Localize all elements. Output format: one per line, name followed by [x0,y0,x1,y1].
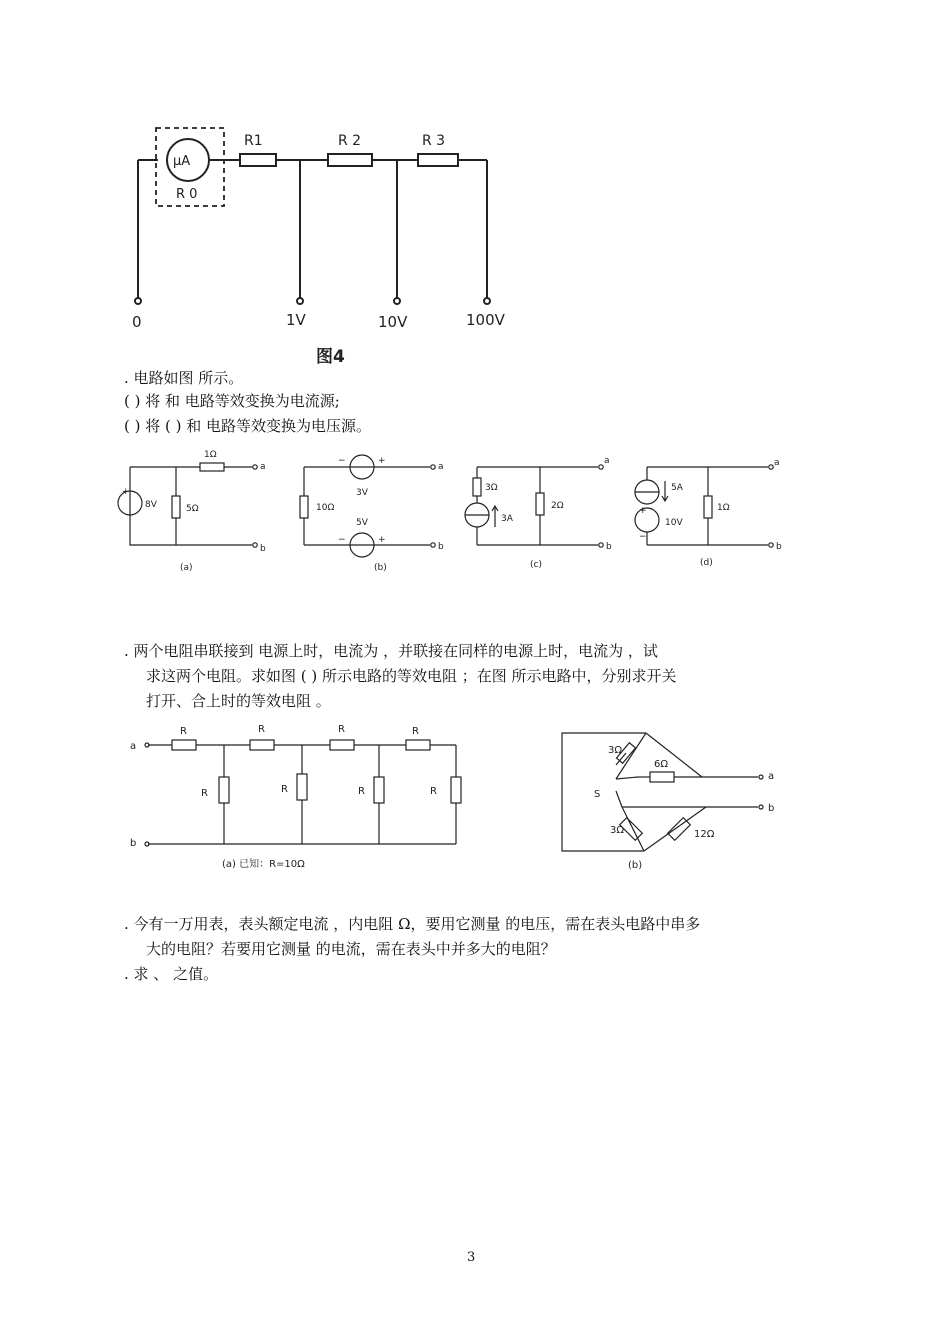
d-caption: (d) [700,558,713,568]
ladder-r-series-1: R [180,726,187,737]
a-r2-label: 5Ω [186,504,199,514]
c-terminal-a: a [604,456,610,466]
c-terminal-b: b [606,542,612,552]
ladder-r-series-3: R [338,724,345,735]
bridge-r1-label: 3Ω [608,745,623,756]
question-2-line-1: . 两个电阻串联接到 电源上时，电流为 ，并联接在同样的电源上时，电流为 ，试 [124,642,658,660]
d-current-label: 5A [671,483,683,493]
ladder-r-shunt-3: R [358,786,365,797]
question-3-line-1: . 今有一万用表，表头额定电流 ，内电阻 Ω，要用它测量 的电压，需在表头电路中串多 [124,915,701,933]
b-terminal-a: a [438,462,444,472]
r3-label: R 3 [422,133,446,149]
bridge-network-figure [556,725,796,875]
question-4: . 求 、 之值。 [124,965,219,983]
b-r-label: 10Ω [316,503,335,513]
figure-4-circuit [120,120,540,370]
b-source1-label: 3V [356,488,368,498]
ladder-terminal-b: b [130,838,137,849]
ladder-r-shunt-4: R [430,786,437,797]
d-terminal-a: a [774,458,780,468]
c-caption: (c) [530,560,542,570]
bridge-terminal-b: b [768,803,775,814]
bridge-r2-label: 6Ω [654,759,669,770]
a-r1-label: 1Ω [204,450,217,460]
b-caption: (b) [374,563,387,573]
ladder-caption: (a) 已知：R=10Ω [222,859,305,870]
ladder-r-series-2: R [258,724,265,735]
c-r2-label: 2Ω [551,501,564,511]
bridge-r4-label: 12Ω [694,829,715,840]
page-number: 3 [467,1250,476,1265]
figure-4-caption: 图4 [316,347,345,367]
svg-text:−: − [639,532,647,542]
svg-text:+: + [122,487,130,497]
a-terminal-a: a [260,462,266,472]
svg-text:+: + [378,535,386,545]
terminal-10v: 10V [378,313,408,331]
bridge-r3-label: 3Ω [610,825,625,836]
question-1-heading: . 电路如图 所示。 [124,369,244,387]
a-source-label: 8V [145,500,157,510]
bridge-terminal-a: a [768,771,775,782]
c-r1-label: 3Ω [485,483,498,493]
b-source2-label: 5V [356,518,368,528]
ladder-r-shunt-1: R [201,788,208,799]
ladder-r-shunt-2: R [281,784,288,795]
svg-text:+: + [639,506,647,516]
d-r-label: 1Ω [717,503,730,513]
a-caption: (a) [180,563,193,573]
terminal-1v: 1V [286,311,306,329]
svg-text:−: − [338,535,346,545]
r2-label: R 2 [338,133,362,149]
question-1-line-2: ( ) 将 ( ) 和 电路等效变换为电压源。 [124,417,372,435]
question-1-line-1: ( ) 将 和 电路等效变换为电流源; [124,392,340,410]
a-terminal-b: b [260,544,266,554]
question-2-line-2: 求这两个电阻。求如图 ( ) 所示电路的等效电阻 ；在图 所示电路中，分别求开关 [146,667,677,685]
d-terminal-b: b [776,542,782,552]
r0-label: R 0 [176,187,198,202]
terminal-100v: 100V [466,311,505,329]
ladder-r-series-4: R [412,726,419,737]
b-terminal-b: b [438,542,444,552]
svg-text:+: + [378,456,386,466]
c-source-label: 3A [501,514,513,524]
svg-text:−: − [338,456,346,466]
question-3-line-2: 大的电阻？若要用它测量 的电流，需在表头中并多大的电阻？ [146,940,556,958]
question-2-line-3: 打开、合上时的等效电阻 。 [146,692,331,710]
bridge-caption: (b) [628,860,643,871]
terminal-0: 0 [132,313,142,331]
ladder-terminal-a: a [130,741,137,752]
ladder-network-figure [120,722,500,872]
meter-label: μA [173,154,191,169]
source-circuits-figure [112,445,792,575]
r1-label: R1 [244,133,263,149]
d-voltage-label: 10V [665,518,683,528]
bridge-switch-label: S [594,789,601,800]
